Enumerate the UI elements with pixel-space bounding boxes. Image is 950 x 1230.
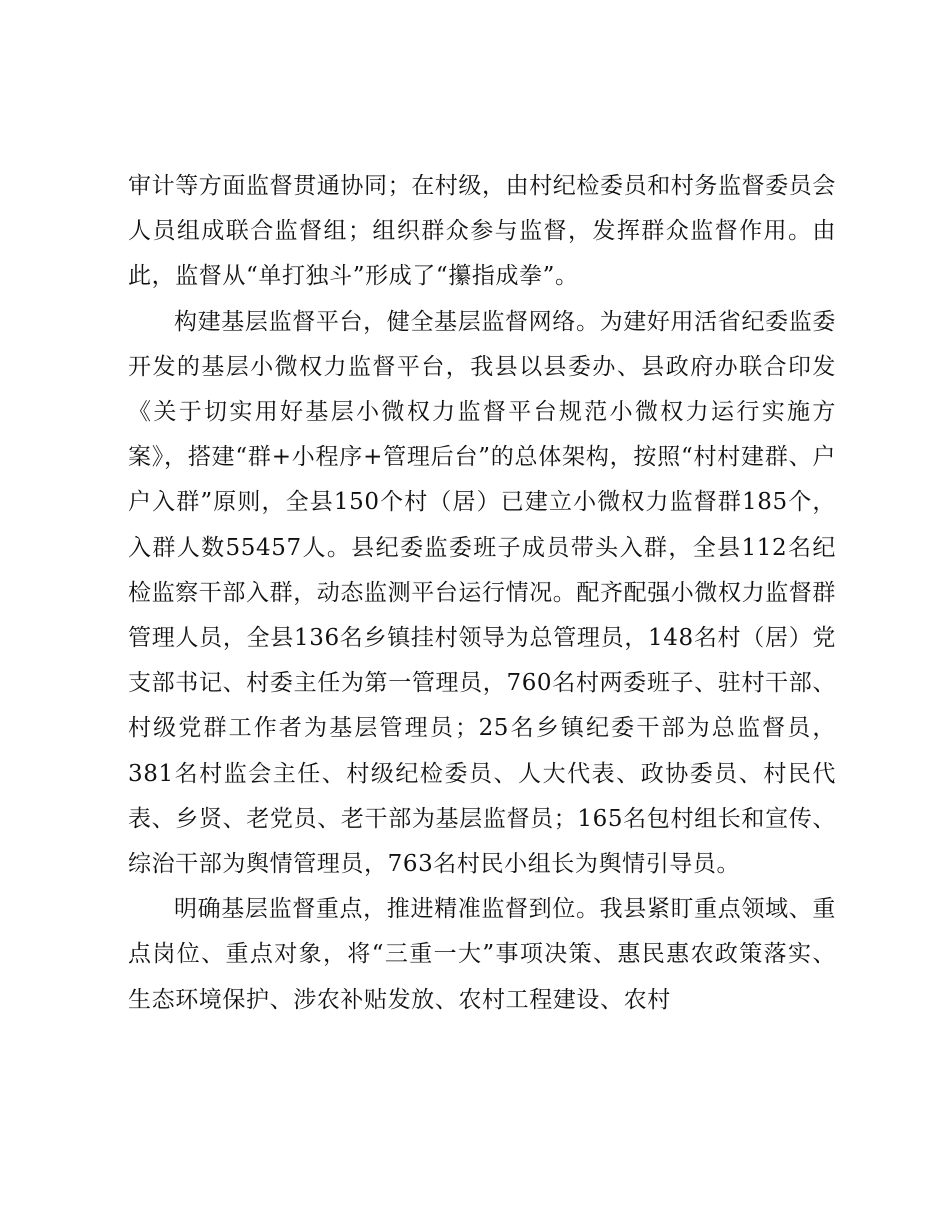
paragraph-continuation: 审计等方面监督贯通协同；在村级，由村纪检委员和村务监督委员会人员组成联合监督组；组织群众参与监督，发挥群众监督作用。由此，监督从“单打独斗”形成了“攥指成拳”。 bbox=[128, 173, 836, 290]
paragraph-supervision-focus: 明确基层监督重点，推进精准监督到位。我县紧盯重点领域、重点岗位、重点对象，将“三重一大”事项决策、惠民惠农政策落实、生态环境保护、涉农补贴发放、农村工程建设、农村 bbox=[128, 896, 836, 1013]
paragraph-supervision-platform: 构建基层监督平台，健全基层监督网络。为建好用活省纪委监委开发的基层小微权力监督平台，我县以县委办、县政府办联合印发《关于切实用好基层小微权力监督平台规范小微权力运行实施方案》，搭建“群+小程序+管理后台”的总体架构，按照“村村建群、户户入群”原则，全县150个村（居）已建立小微权力监督群185个，入群人数55457人。县纪委监委班子成员带头入群，全县112名纪检监察干部入群，动态监测平台运行情况。配齐配强小微权力监督群管理人员，全县136名乡镇挂村领导为总管理员，148名村（居）党支部书记、村委主任为第一管理员，760名村两委班子、驻村干部、村级党群工作者为基层管理员；25名乡镇纪委干部为总监督员，381名村监会主任、村级纪检委员、人大代表、政协委员、村民代表、乡贤、老党员、老干部为基层监督员；165名包村组长和宣传、综治干部为舆情管理员，763名村民小组长为舆情引导员。 bbox=[128, 308, 836, 878]
document-body bbox=[128, 164, 836, 1023]
